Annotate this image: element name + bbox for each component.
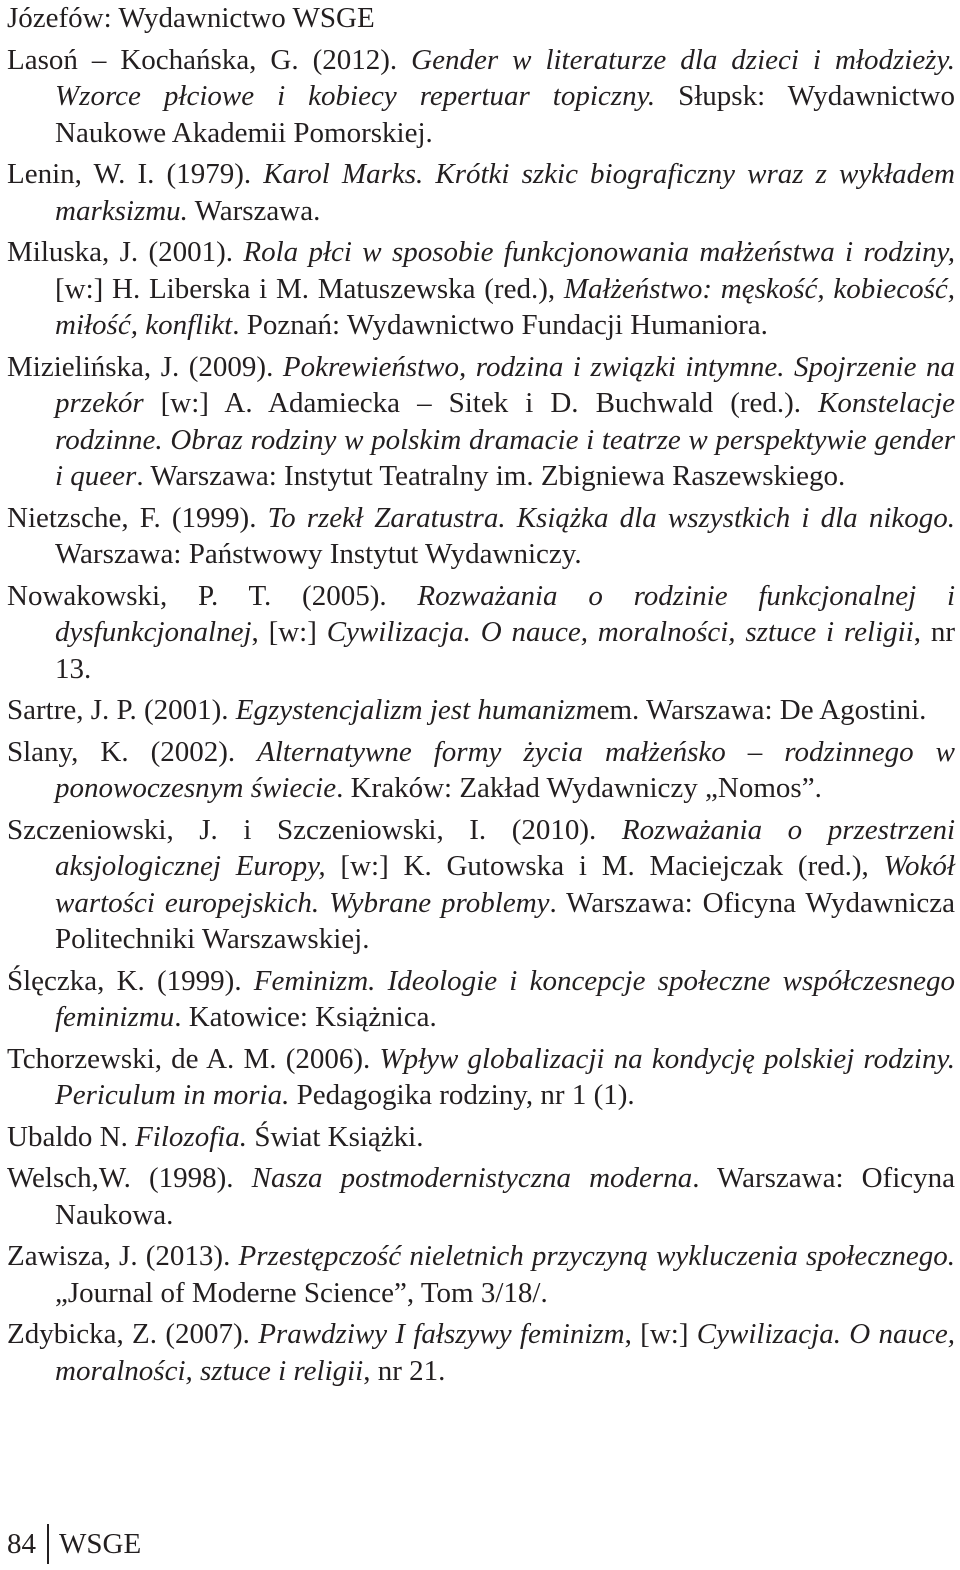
entry-part: . Kraków: Zakład Wydawniczy „Nomos”. [336, 772, 822, 804]
bib-entry-zawisza [7, 1238, 955, 1311]
entry-part: . Katowice: Książnica. [174, 1001, 437, 1033]
bib-entry-sartre [7, 692, 955, 729]
bib-entry-szczeniowski [7, 812, 955, 958]
entry-part: Szczeniowski, J. i Szczeniowski, I. (2010). [7, 813, 622, 846]
entry-part: Sartre, J. P. (2001). [7, 694, 236, 726]
entry-part: . Warszawa: Oficyna Wydawnicza Politechniki Warszawskiej. [55, 886, 955, 955]
bib-entry-nietzsche [7, 500, 955, 573]
page-footer [7, 1524, 141, 1564]
entry-part: em. Warszawa: De Agostini. [596, 694, 927, 726]
entry-part: Mizielińska, J. (2009). [7, 350, 283, 383]
entry-part: Lenin, W. I. (1979). [7, 158, 264, 190]
entry-part: Nowakowski, P. T. (2005). [7, 579, 418, 612]
entry-title: Rola płci w sposobie funkcjonowania małżeństwa i rodziny, [243, 236, 955, 268]
entry-part: Nietzsche, F. (1999). [7, 501, 268, 534]
entry-title: Rozważania o rodzinie funkcjonalnej i dysfunkcjonalnej [55, 579, 955, 648]
entry-title: Małżeństwo: męskość, kobiecość, miłość, konflikt [55, 272, 955, 341]
entry-part: Warszawa. [187, 194, 321, 227]
entry-part: . Warszawa: Instytut Teatralny im. Zbigniewa Raszewskiego. [136, 460, 846, 492]
entry-part: Słupsk: Wydawnictwo Naukowe Akademii Pomorskiej. [55, 80, 955, 149]
entry-part: Welsch,W. (1998). [7, 1162, 252, 1194]
entry-title: Wokół wartości europejskich. Wybrane problemy [55, 850, 955, 919]
bib-entry-welsch [7, 1160, 955, 1233]
bib-entry-nowakowski [7, 578, 955, 688]
entry-part: [w:] K. Gutowska i M. Maciejczak (red.), [325, 850, 884, 882]
entry-title: Alternatywne formy życia małżeńsko – rodzinnego w ponowoczesnym świecie [55, 735, 955, 804]
entry-title: Filozofia. [135, 1120, 248, 1153]
entry-title: Wpływ globalizacji na kondycję polskiej rodziny. Periculum in moria. [55, 1042, 955, 1111]
entry-part: Świat Książki. [247, 1120, 424, 1153]
bib-entry-miluska [7, 234, 955, 344]
entry-part: Zawisza, J. (2013). [7, 1240, 239, 1272]
entry-title: Przestępczość nieletnich przyczyną wykluczenia społecznego. [238, 1240, 955, 1272]
bib-entry-tchorzewski [7, 1041, 955, 1114]
entry-part: Warszawa: Państwowy Instytut Wydawniczy. [55, 538, 582, 570]
bib-entry-zdybicka [7, 1316, 955, 1389]
entry-title: Feminizm. Ideologie i koncepcje społeczne współczesnego feminizmu [55, 964, 955, 1033]
page-number: 84 [7, 1528, 36, 1560]
entry-part: Ubaldo N. [7, 1120, 136, 1153]
entry-title: Cywilizacja. O nauce, moralności, sztuce i religii [326, 616, 914, 648]
entry-part: Slany, K. (2002). [7, 735, 258, 768]
bib-entry-continuation [7, 0, 955, 37]
footer-divider [47, 1524, 49, 1564]
entry-part: „Journal of Moderne Science”, Tom 3/18/. [55, 1276, 548, 1309]
entry-title: Rozważania o przestrzeni aksjologicznej Europy, [55, 813, 955, 882]
entry-title: Pokrewieństwo, rodzina i związki intymne. Spojrzenie na przekór [55, 350, 955, 419]
entry-part: , [w:] [251, 616, 327, 648]
bib-entry-sleczka [7, 963, 955, 1036]
entry-part: . Poznań: Wydawnictwo Fundacji Humaniora. [232, 309, 768, 341]
entry-part: , nr 21. [363, 1354, 446, 1387]
entry-title: Nasza postmodernistyczna moderna [251, 1162, 693, 1194]
entry-part: [w:] H. Liberska i M. Matuszewska (red.), [55, 272, 564, 305]
entry-title: Prawdziwy I fałszywy feminizm [258, 1318, 625, 1350]
bib-entry-mizielinska [7, 349, 955, 495]
entry-part: Lasoń – Kochańska, G. (2012). [7, 43, 412, 76]
entry-part: Zdybicka, Z. (2007). [7, 1318, 259, 1350]
entry-part: . Warszawa: Oficyna Naukowa. [55, 1162, 956, 1231]
entry-part: Tchorzewski, de A. M. (2006). [7, 1042, 380, 1075]
bib-entry-slany [7, 734, 955, 807]
bib-entry-lenin [7, 156, 955, 229]
entry-part: , nr 13. [55, 616, 955, 685]
entry-title: Egzystencjalizm jest humanizm [235, 694, 597, 726]
entry-title: Cywilizacja. O nauce, moralności, sztuce i religii [55, 1318, 955, 1387]
entry-title: To rzekł Zaratustra. Książka dla wszystkich i dla nikogo. [267, 501, 955, 534]
bib-entry-lason [7, 42, 955, 152]
entry-part: Pedagogika rodziny, nr 1 (1). [289, 1079, 635, 1111]
entry-title: Gender w literaturze dla dzieci i młodzieży. Wzorce płciowe i kobiecy repertuar topiczny. [55, 43, 955, 112]
entry-title: Karol Marks. Krótki szkic biograficzny wraz z wykładem marksizmu. [55, 158, 955, 227]
entry-part: , [w:] [624, 1318, 697, 1350]
publisher-name: WSGE [59, 1528, 142, 1560]
entry-part: Józefów: Wydawnictwo WSGE [7, 2, 375, 34]
bibliography-list [7, 0, 955, 1394]
entry-part: Ślęczka, K. (1999). [7, 964, 254, 997]
entry-part: Miluska, J. (2001). [7, 236, 244, 268]
entry-title: Konstelacje rodzinne. Obraz rodziny w polskim dramacie i teatrze w perspektywie gender i queer [55, 387, 955, 492]
entry-part: [w:] A. Adamiecka – Sitek i D. Buchwald (red.). [143, 387, 819, 419]
bib-entry-ubaldo [7, 1119, 955, 1156]
